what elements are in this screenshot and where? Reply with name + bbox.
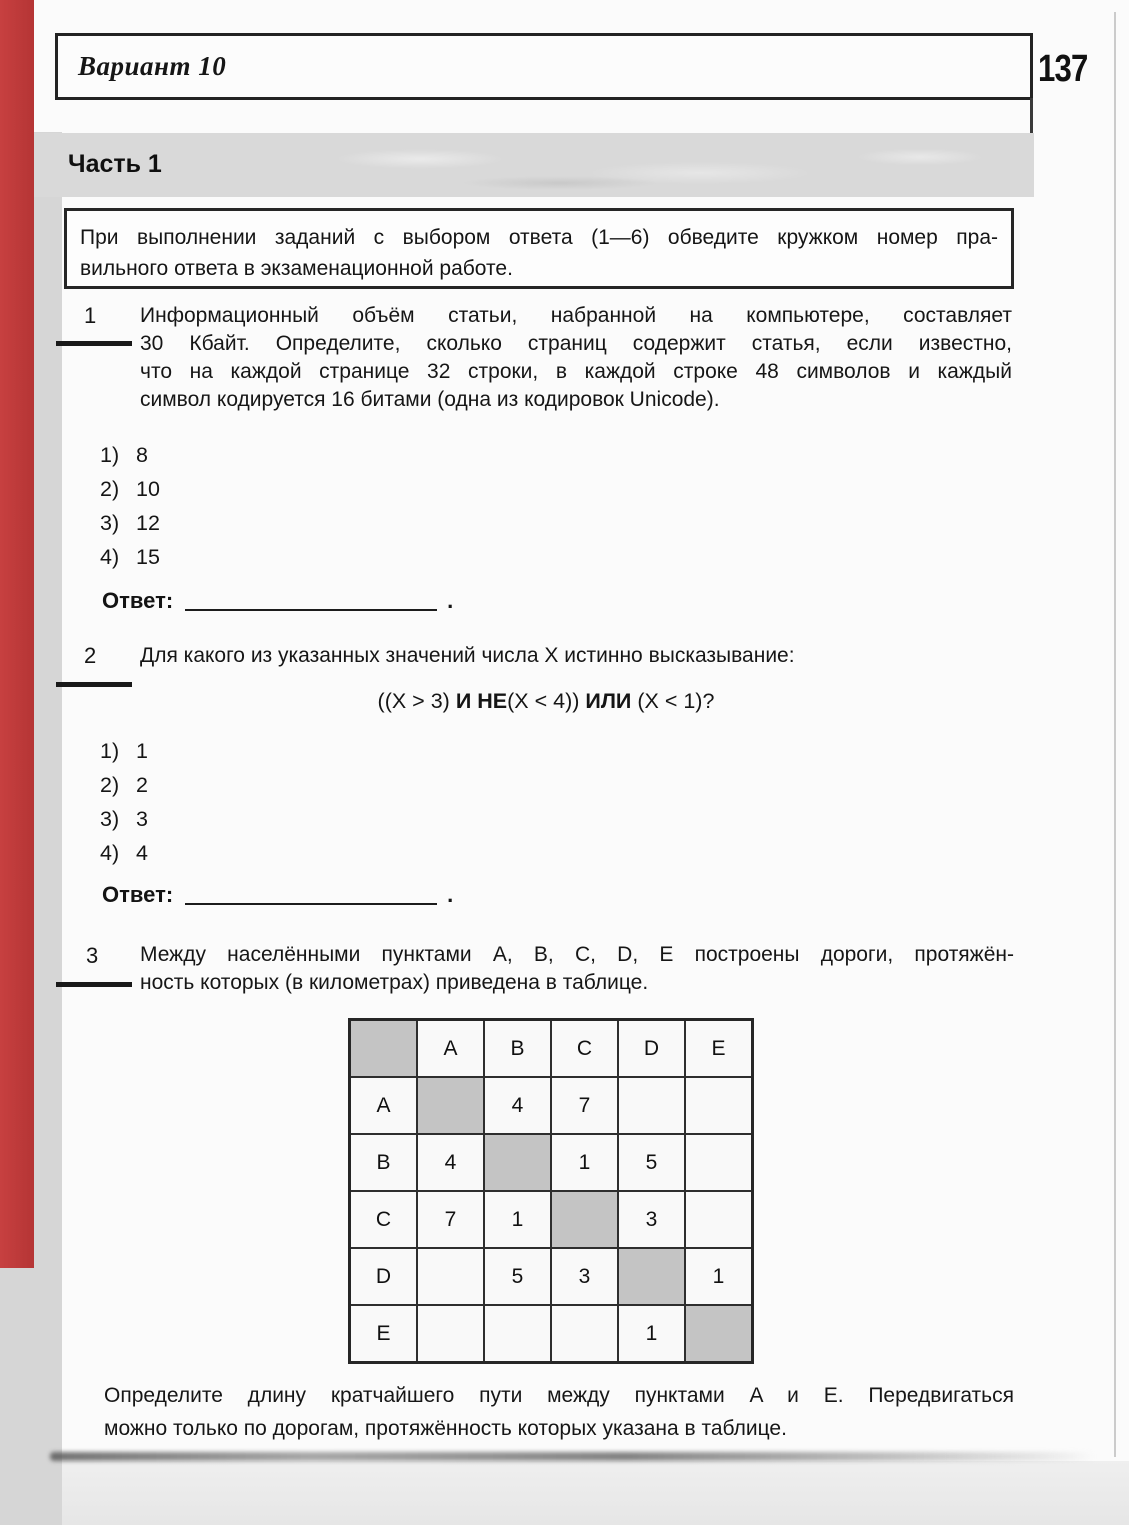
option-value: 10 <box>136 477 160 501</box>
option-row <box>100 512 160 534</box>
table-header-row <box>350 1020 753 1078</box>
distance-table-grid <box>348 1018 754 1364</box>
question-2-options <box>100 740 148 864</box>
table-row-header: A <box>350 1077 418 1134</box>
option-row <box>100 740 148 762</box>
table-col-header: D <box>618 1020 685 1078</box>
table-col-header: B <box>484 1020 551 1078</box>
distance-cell: 3 <box>618 1191 685 1248</box>
option-number: 3) <box>100 807 120 831</box>
distance-cell <box>685 1134 753 1191</box>
page-edge-line <box>1114 12 1116 1457</box>
part-band <box>0 133 1034 197</box>
table-row <box>350 1134 753 1191</box>
table-row <box>350 1191 753 1248</box>
scan-bottom-edge <box>0 1461 1129 1525</box>
formula-part: ((X > 3) <box>377 689 456 713</box>
option-value: 15 <box>136 545 160 569</box>
instruction-line: вильного ответа в экзаменационной работе. <box>80 257 513 280</box>
distance-cell <box>618 1248 685 1305</box>
table-row <box>350 1077 753 1134</box>
question-3-closing <box>104 1379 1014 1445</box>
question-1-text <box>140 302 1012 414</box>
book-edge-red-stripe <box>0 0 34 1268</box>
distance-cell: 1 <box>618 1305 685 1363</box>
question-2-text <box>140 642 1012 670</box>
option-number: 4) <box>100 545 120 569</box>
option-number: 4) <box>100 841 120 865</box>
distance-cell <box>685 1191 753 1248</box>
variant-label: Вариант 10 <box>78 51 227 81</box>
question-1-line: что на каждой странице 32 строки, в каждой строке 48 символов и каждый <box>140 360 1012 383</box>
distance-cell <box>484 1305 551 1363</box>
option-row <box>100 546 160 568</box>
table-head <box>350 1020 753 1078</box>
table-row <box>350 1305 753 1363</box>
distance-cell: 7 <box>417 1191 484 1248</box>
option-number: 3) <box>100 511 120 535</box>
distance-cell: 1 <box>551 1134 618 1191</box>
answer-blank-line <box>185 609 437 611</box>
table-row-header: D <box>350 1248 418 1305</box>
answer-label: Ответ: <box>102 882 174 907</box>
option-number: 1) <box>100 739 120 763</box>
distance-cell <box>685 1077 753 1134</box>
option-value: 12 <box>136 511 160 535</box>
question-2-number: 2 <box>84 643 97 668</box>
option-number: 1) <box>100 443 120 467</box>
distance-cell: 5 <box>618 1134 685 1191</box>
question-3-text <box>140 941 1014 997</box>
instruction-line: При выполнении заданий с выбором ответа (1—6) обведите кружком номер пра- <box>80 226 998 249</box>
formula-operator: И НЕ <box>455 689 508 713</box>
closing-line: Определите длину кратчайшего пути между пунктами A и E. Передвигаться <box>104 1384 1014 1407</box>
option-row <box>100 478 160 500</box>
question-3-line: ность которых (в километрах) приведена в таблице. <box>140 971 649 994</box>
instruction-box <box>64 208 1014 289</box>
option-number: 2) <box>100 773 120 797</box>
logic-formula <box>140 689 952 714</box>
answer-period: . <box>447 882 454 907</box>
table-row <box>350 1248 753 1305</box>
option-value: 2 <box>136 773 148 797</box>
table-col-header: E <box>685 1020 753 1078</box>
distance-cell: 5 <box>484 1248 551 1305</box>
distance-cell <box>551 1191 618 1248</box>
distance-cell <box>551 1305 618 1363</box>
distance-cell: 1 <box>484 1191 551 1248</box>
table-row-header: C <box>350 1191 418 1248</box>
page-bottom-shadow <box>50 1452 1095 1461</box>
question-2-prompt: Для какого из указанных значений числа X истинно высказывание: <box>140 644 795 667</box>
question-1-line: символ кодируется 16 битами (одна из кодировок Unicode). <box>140 388 720 411</box>
formula-part: (X < 1)? <box>631 689 715 713</box>
option-row <box>100 842 148 864</box>
variant-header-box <box>55 33 1033 100</box>
distance-cell: 4 <box>484 1077 551 1134</box>
table-body <box>350 1077 753 1363</box>
closing-line: можно только по дорогам, протяжённость которых указана в таблице. <box>104 1417 787 1440</box>
table-col-header: A <box>417 1020 484 1078</box>
question-1-rule <box>56 341 132 346</box>
distance-table <box>348 1018 754 1364</box>
distance-cell: 1 <box>685 1248 753 1305</box>
option-row <box>100 774 148 796</box>
question-1-line: 30 Кбайт. Определите, сколько страниц содержит статья, если известно, <box>140 332 1012 355</box>
table-corner-cell <box>350 1020 418 1078</box>
question-2-rule <box>56 682 132 687</box>
answer-label: Ответ: <box>102 588 174 613</box>
question-3-rule <box>56 982 132 987</box>
distance-cell <box>484 1134 551 1191</box>
part-title: Часть 1 <box>68 150 162 178</box>
option-value: 8 <box>136 443 148 467</box>
distance-cell <box>618 1077 685 1134</box>
table-row-header: B <box>350 1134 418 1191</box>
option-value: 3 <box>136 807 148 831</box>
table-col-header: C <box>551 1020 618 1078</box>
distance-cell <box>417 1248 484 1305</box>
table-row-header: E <box>350 1305 418 1363</box>
distance-cell: 4 <box>417 1134 484 1191</box>
question-3-line: Между населёнными пунктами A, B, C, D, E построены дороги, протяжён- <box>140 943 1014 966</box>
question-1-line: Информационный объём статьи, набранной на компьютере, составляет <box>140 304 1012 327</box>
formula-part: (X < 4)) <box>507 689 586 713</box>
header-connector-line <box>1030 98 1033 136</box>
distance-cell <box>417 1305 484 1363</box>
answer-blank-line <box>185 903 437 905</box>
question-2-answer-row <box>102 884 453 908</box>
option-value: 1 <box>136 739 148 763</box>
question-1-options <box>100 444 160 568</box>
question-3-number: 3 <box>86 943 99 968</box>
distance-cell <box>417 1077 484 1134</box>
option-number: 2) <box>100 477 120 501</box>
option-row <box>100 444 160 466</box>
option-value: 4 <box>136 841 148 865</box>
distance-cell <box>685 1305 753 1363</box>
question-1-number: 1 <box>84 303 97 328</box>
page-number: 137 <box>1038 48 1088 90</box>
formula-operator: ИЛИ <box>585 689 632 713</box>
answer-period: . <box>447 588 454 613</box>
distance-cell: 3 <box>551 1248 618 1305</box>
distance-cell: 7 <box>551 1077 618 1134</box>
option-row <box>100 808 148 830</box>
question-1-answer-row <box>102 590 453 614</box>
